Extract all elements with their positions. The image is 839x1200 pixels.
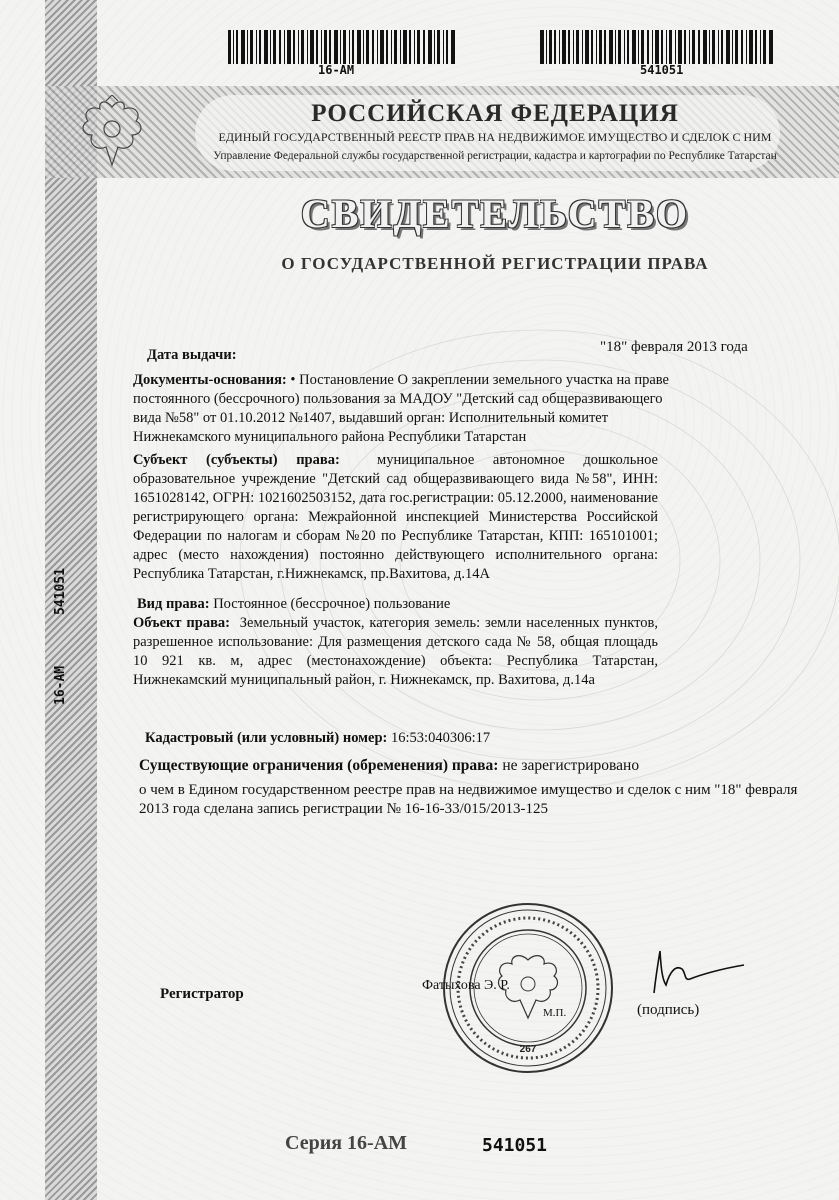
record-text: о чем в Едином государственном реестре прав на недвижимое имущество и сделок с ним "18" февраля 2013 года сделана запись регистрации № 16-16-33/015/2013-125 [139,782,798,817]
certificate-subtitle: О ГОСУДАРСТВЕННОЙ РЕГИСТРАЦИИ ПРАВА [281,254,709,273]
cadastral-label: Кадастровый (или условный) номер: [145,730,388,746]
object-label: Объект права: [133,615,230,631]
cadastral-section [145,729,665,748]
restrictions-value: не зарегистрировано [502,757,640,774]
stamp-place-mark: М.П. [543,1007,567,1019]
object-section [133,614,658,690]
barcode-right [540,30,775,64]
cadastral-value: 16:53:040306:17 [391,730,491,746]
registrar-name: Фатыхова Э. Р. [422,978,510,993]
issue-date-label: Дата выдачи: [147,347,237,363]
signature-label: (подпись) [637,1002,700,1018]
authority-title: Управление Федеральной службы государственной регистрации, кадастра и картографии по Республике Татарстан [213,150,777,162]
documents-label: Документы-основания: [133,372,287,388]
right-type-section [137,595,662,614]
restrictions-label: Существующие ограничения (обременения) права: [139,757,499,774]
barcode-right-text: 541051 [640,63,684,77]
footer-number: 541051 [482,1135,548,1156]
issue-date-value: "18" февраля 2013 года [600,339,748,355]
registrar-label: Регистратор [160,986,244,1002]
documents-section [133,371,678,447]
registrar-signature [620,945,750,1005]
registry-title: ЕДИНЫЙ ГОСУДАРСТВЕННЫЙ РЕЕСТР ПРАВ НА НЕДВИЖИМОЕ ИМУЩЕСТВО И СДЕЛОК С НИМ [218,130,772,144]
documents-text: • Постановление О закреплении земельного участка на праве постоянного (бессрочного) пользования за МАДОУ "Детский сад общеразвивающего вида №58" от 01.10.2012 №1407, выдавший орган: Исполнительный комитет Нижнекамского муниципального района Республики Татарстан [133,372,669,445]
subject-section [133,451,658,584]
certificate-title: СВИДЕТЕЛЬСТВО [300,191,690,236]
side-series: 16-АМ [53,665,68,705]
footer-series: Серия 16-АМ [285,1132,408,1154]
side-number: 541051 [53,568,68,615]
subject-label: Субъект (субъекты) права: [133,452,340,468]
double-headed-eagle-emblem [70,95,155,175]
object-text: Земельный участок, категория земель: земли населенных пунктов, разрешенное использование: Для размещения детского сада № 58, общая площадь 10 921 кв. м, адрес (местонахождение) объекта: Республика Татарстан, Нижнекамский муниципальный район, г. Нижнекамск, пр. Вахитова, д.14а [133,615,659,688]
restrictions-section [139,756,664,775]
country-title: РОССИЙСКАЯ ФЕДЕРАЦИЯ [311,100,679,127]
right-type-label: Вид права: [137,596,210,612]
barcode-left [228,30,458,64]
seal-number: 267 [519,1044,537,1055]
barcode-left-text: 16-АМ [318,63,355,77]
right-type-text: Постоянное (бессрочное) пользование [213,596,451,612]
subject-text: муниципальное автономное дошкольное образовательное учреждение "Детский сад общеразвивающего вида №58", ИНН: 1651028142, ОГРН: 1021602503152, дата гос.регистрации: 05.12.2000, наименование регистрирующего органа: Межрайонной инспекцией Министерства Российской Федерации по налогам и сборам №20 по Республике Татарстан, КПП: 165101001; адрес (место нахождения) постоянно действующего исполнительного органа: Республика Татарстан, г.Нижнекамск, пр.Вахитова, д.14А [133,452,658,582]
